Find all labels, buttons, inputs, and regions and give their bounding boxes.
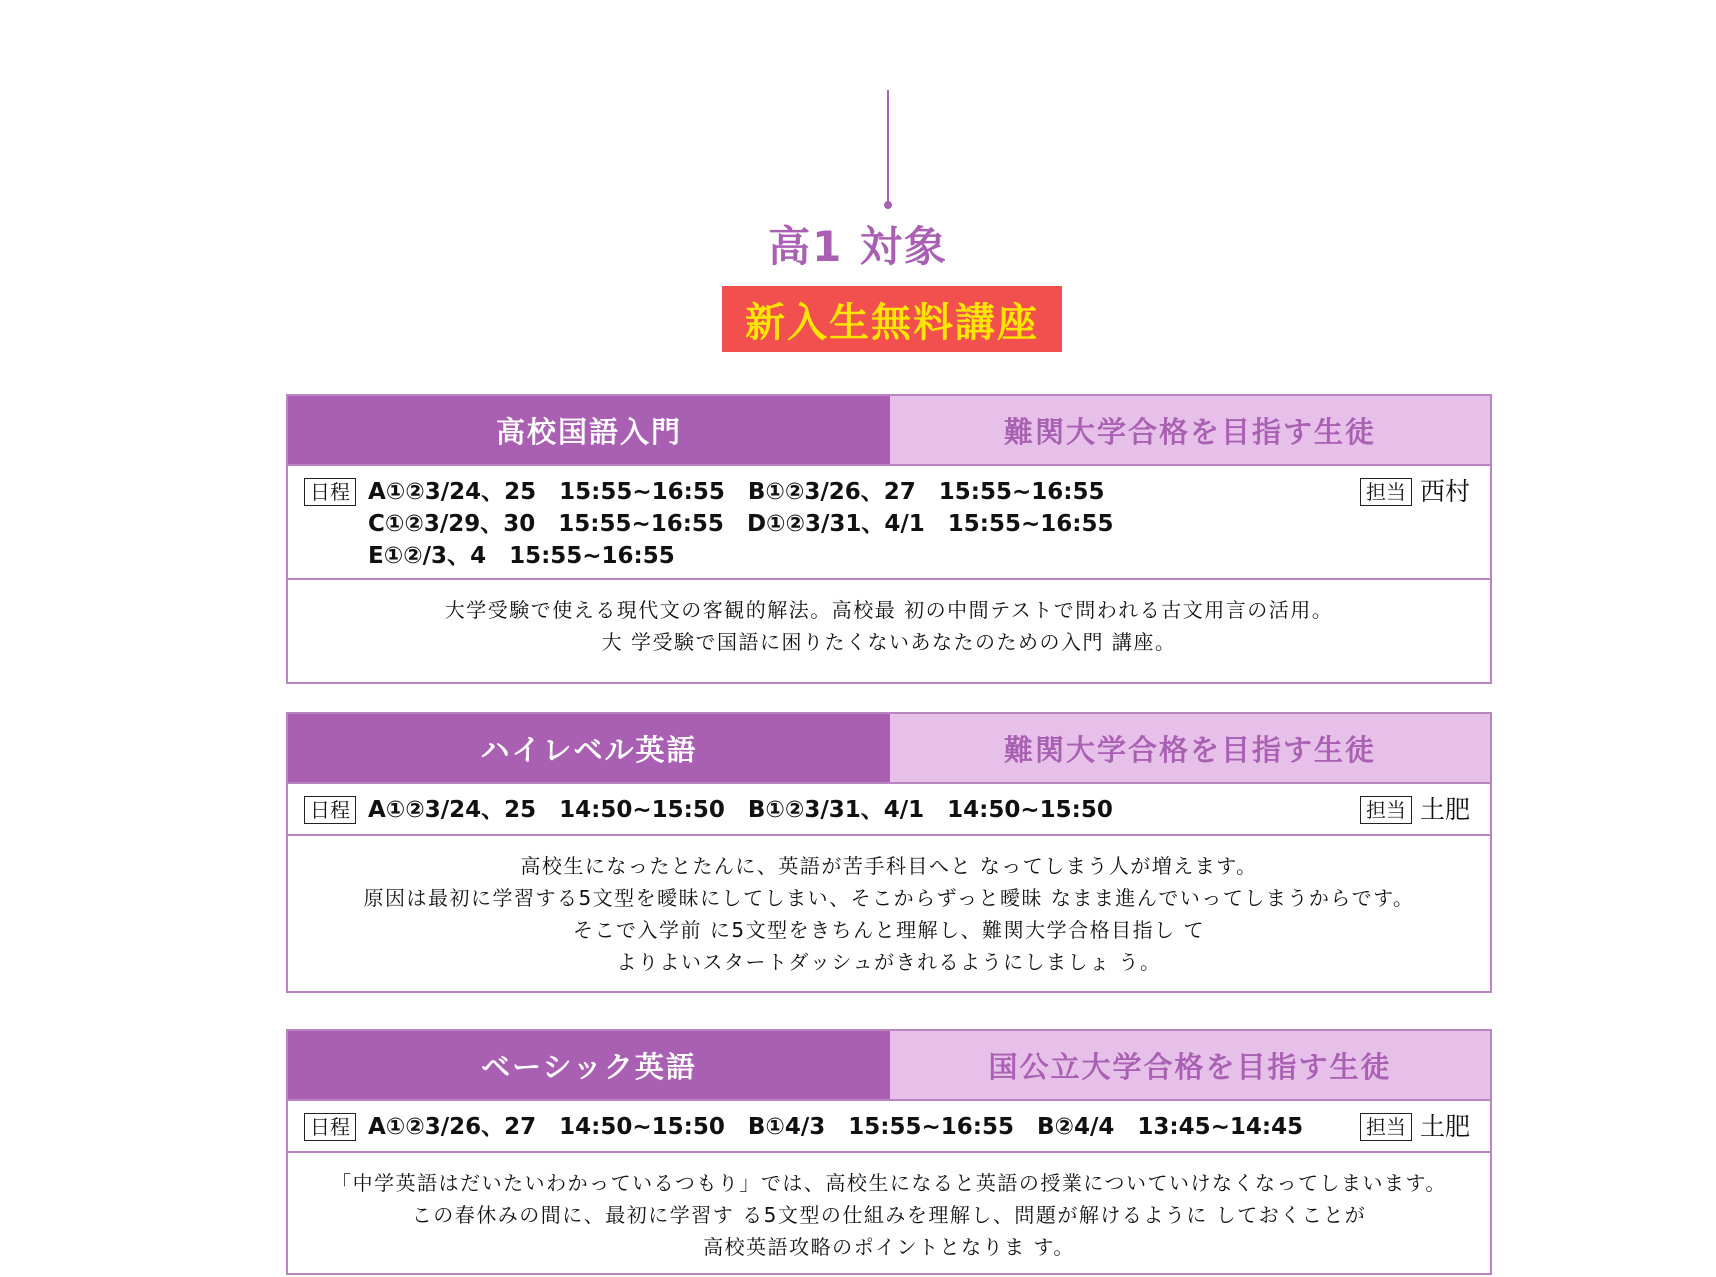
description-line: そこで入学前 に5文型をきちんと理解し、難関大学合格目指し て (573, 918, 1205, 942)
course-card-kokugo (286, 394, 1492, 684)
description-line: 高校英語攻略のポイントとなりま す。 (703, 1235, 1075, 1259)
schedule-label: 日程 (304, 478, 356, 506)
course-schedule (288, 1101, 1490, 1153)
target-grade-title: 高1 対象 (768, 222, 948, 271)
teacher-info (1360, 1113, 1470, 1141)
course-description (288, 836, 1490, 992)
description-line: よりよいスタートダッシュがきれるようにしましょ う。 (616, 950, 1162, 974)
schedule-label: 日程 (304, 1113, 356, 1141)
description-line: 大学受験で使える現代文の客観的解法。高校最 初の中間テストで問われる古文用言の活用。 (444, 598, 1334, 622)
connector-dot (884, 201, 892, 209)
free-course-badge: 新入生無料講座 (722, 286, 1062, 352)
description-line: 「中学英語はだいたいわかっているつもり」では、高校生になると英語の授業についていけなくなってしまいます。 (331, 1171, 1447, 1195)
course-schedule (288, 466, 1490, 580)
teacher-info (1360, 478, 1470, 506)
schedule-line: A①②3/26、27 14:50~15:50 B①4/3 15:55~16:55 B②4/4 13:45~14:45 (368, 1114, 1304, 1140)
teacher-label: 担当 (1360, 1113, 1412, 1141)
course-target: 難関大学合格を目指す生徒 (890, 714, 1490, 782)
schedule-lines (368, 794, 1470, 826)
teacher-label: 担当 (1360, 796, 1412, 824)
schedule-line: A①②3/24、25 14:50~15:50 B①②3/31、4/1 14:50~15:50 (368, 797, 1113, 823)
course-schedule (288, 784, 1490, 836)
description-line: 大 学受験で国語に困りたくないあなたのための入門 講座。 (601, 630, 1177, 654)
course-target: 国公立大学合格を目指す生徒 (890, 1031, 1490, 1099)
course-header (288, 396, 1490, 466)
teacher-name: 土肥 (1419, 795, 1470, 824)
course-card-highlevel-english (286, 712, 1492, 993)
course-target: 難関大学合格を目指す生徒 (890, 396, 1490, 464)
course-name: 高校国語入門 (288, 396, 890, 464)
description-line: 高校生になったとたんに、英語が苦手科目へと なってしまう人が増えます。 (520, 854, 1258, 878)
schedule-line: C①②3/29、30 15:55~16:55 D①②3/31、4/1 15:55~16:55 (368, 511, 1114, 537)
schedule-label: 日程 (304, 796, 356, 824)
schedule-line: E①②/3、4 15:55~16:55 (368, 543, 675, 569)
course-header (288, 1031, 1490, 1101)
course-name: ハイレベル英語 (288, 714, 890, 782)
teacher-label: 担当 (1360, 478, 1412, 506)
description-line: この春休みの間に、最初に学習す る5文型の仕組みを理解し、問題が解けるように しておくことが (411, 1203, 1367, 1227)
course-name: ベーシック英語 (288, 1031, 890, 1099)
teacher-name: 土肥 (1419, 1112, 1470, 1141)
course-description (288, 580, 1490, 672)
schedule-lines (368, 1111, 1470, 1143)
course-card-basic-english (286, 1029, 1492, 1275)
schedule-line: A①②3/24、25 15:55~16:55 B①②3/26、27 15:55~16:55 (368, 479, 1105, 505)
course-header (288, 714, 1490, 784)
teacher-info (1360, 796, 1470, 824)
connector-line (887, 90, 889, 203)
description-line: 原因は最初に学習する5文型を曖昧にしてしまい、そこからずっと曖昧 なまま進んでいってしまうからです。 (363, 886, 1415, 910)
course-description (288, 1153, 1490, 1277)
teacher-name: 西村 (1419, 477, 1470, 506)
schedule-lines (368, 476, 1470, 572)
